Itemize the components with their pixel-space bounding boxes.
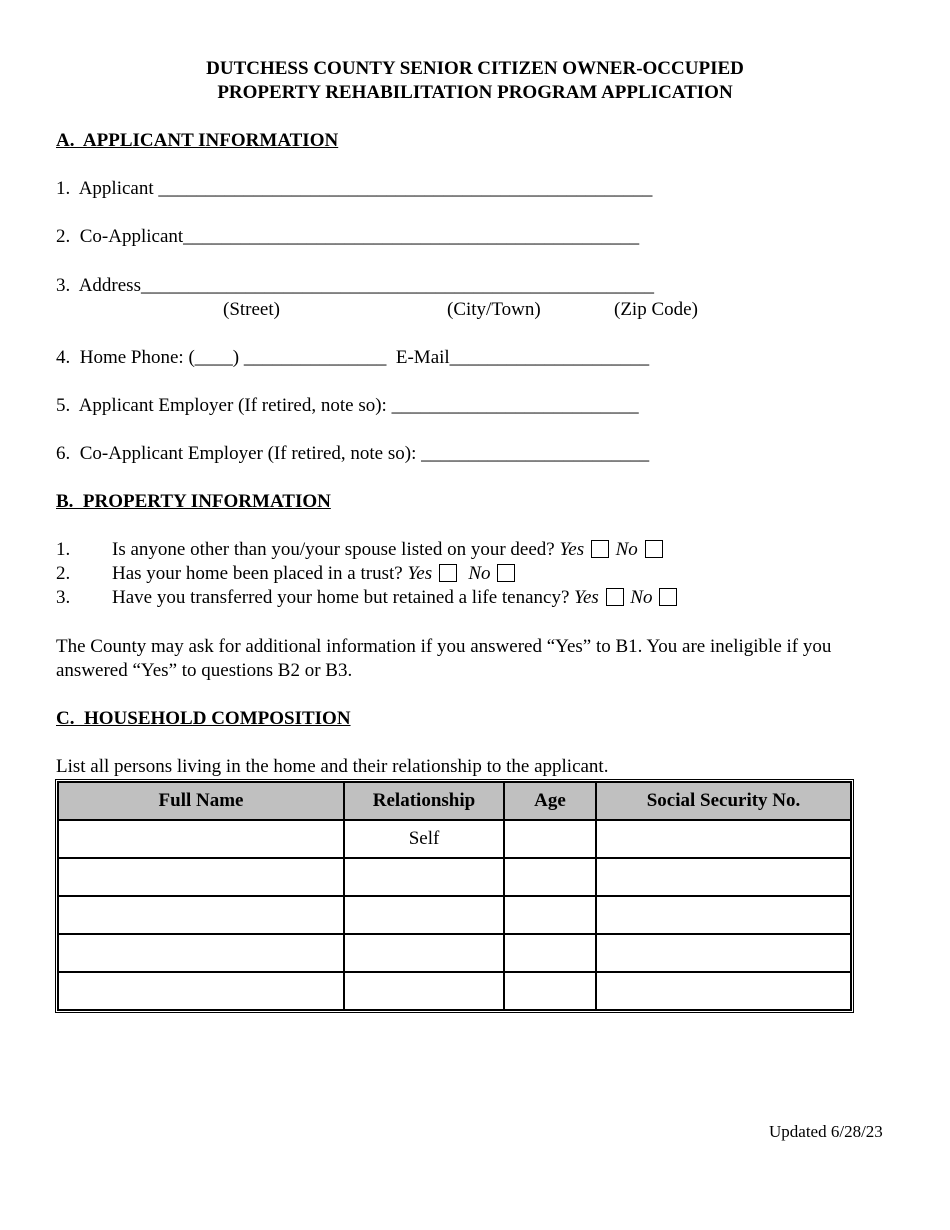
- col-full-name: Full Name: [58, 782, 344, 820]
- phone-email-field[interactable]: 4. Home Phone: (____) _______________ E-Mail_____________________: [56, 347, 650, 368]
- yes-label: Yes: [559, 539, 585, 560]
- full-name-cell[interactable]: [58, 972, 344, 1010]
- table-header-row: [58, 782, 851, 820]
- question-text: Have you transferred your home but retained a life tenancy?: [112, 587, 570, 608]
- question-number: 3.: [56, 587, 71, 608]
- col-age: Age: [504, 782, 596, 820]
- co-applicant-field[interactable]: 2. Co-Applicant________________________________________________: [56, 226, 640, 247]
- ssn-cell[interactable]: [596, 858, 851, 896]
- relationship-cell[interactable]: Self: [344, 820, 504, 858]
- age-cell[interactable]: [504, 858, 596, 896]
- co-applicant-employer-field[interactable]: 6. Co-Applicant Employer (If retired, note so): ________________________: [56, 443, 650, 464]
- question-text: Is anyone other than you/your spouse listed on your deed?: [112, 539, 555, 560]
- no-checkbox[interactable]: [497, 564, 515, 582]
- section-a-heading: A. APPLICANT INFORMATION: [56, 130, 339, 151]
- city-label: (City/Town): [447, 299, 541, 320]
- section-b-heading: B. PROPERTY INFORMATION: [56, 491, 331, 512]
- yes-label: Yes: [407, 563, 433, 584]
- no-label: No: [630, 587, 653, 608]
- col-ssn: Social Security No.: [596, 782, 851, 820]
- form-title-line1: DUTCHESS COUNTY SENIOR CITIZEN OWNER-OCCUPIED: [206, 58, 744, 79]
- ssn-cell[interactable]: [596, 820, 851, 858]
- ssn-cell[interactable]: [596, 896, 851, 934]
- age-cell[interactable]: [504, 972, 596, 1010]
- relationship-cell[interactable]: [344, 858, 504, 896]
- updated-date: Updated 6/28/23: [769, 1122, 883, 1141]
- applicant-employer-field[interactable]: 5. Applicant Employer (If retired, note so): __________________________: [56, 395, 639, 416]
- question-number: 1.: [56, 539, 71, 560]
- table-row: [58, 820, 851, 858]
- table-row: [58, 858, 851, 896]
- relationship-cell[interactable]: [344, 934, 504, 972]
- age-cell[interactable]: [504, 820, 596, 858]
- household-instruction: List all persons living in the home and their relationship to the applicant.: [56, 756, 609, 777]
- age-cell[interactable]: [504, 896, 596, 934]
- question-life-tenancy: [112, 586, 679, 610]
- form-title-line2: PROPERTY REHABILITATION PROGRAM APPLICATION: [217, 82, 733, 103]
- household-table: [55, 779, 854, 1013]
- question-trust: [112, 562, 517, 586]
- no-label: No: [468, 563, 491, 584]
- yes-checkbox[interactable]: [606, 588, 624, 606]
- full-name-cell[interactable]: [58, 820, 344, 858]
- full-name-cell[interactable]: [58, 896, 344, 934]
- applicant-field[interactable]: 1. Applicant ____________________________________________________: [56, 178, 653, 199]
- ssn-cell[interactable]: [596, 972, 851, 1010]
- table-row: [58, 896, 851, 934]
- section-c-heading: C. HOUSEHOLD COMPOSITION: [56, 708, 351, 729]
- zip-label: (Zip Code): [614, 299, 698, 320]
- full-name-cell[interactable]: [58, 934, 344, 972]
- yes-checkbox[interactable]: [591, 540, 609, 558]
- yes-checkbox[interactable]: [439, 564, 457, 582]
- table-row: [58, 972, 851, 1010]
- relationship-cell[interactable]: [344, 972, 504, 1010]
- yes-label: Yes: [574, 587, 599, 608]
- eligibility-note: The County may ask for additional information if you answered “Yes” to B1. You are ineligible if you answered “Yes” to questions B2 or B3.: [56, 636, 832, 681]
- address-field[interactable]: 3. Address______________________________________________________: [56, 275, 654, 296]
- table-row: [58, 934, 851, 972]
- age-cell[interactable]: [504, 934, 596, 972]
- question-text: Has your home been placed in a trust?: [112, 563, 403, 584]
- col-relationship: Relationship: [344, 782, 504, 820]
- relationship-cell[interactable]: [344, 896, 504, 934]
- full-name-cell[interactable]: [58, 858, 344, 896]
- street-label: (Street): [223, 299, 280, 320]
- question-number: 2.: [56, 563, 71, 584]
- no-label: No: [615, 539, 638, 560]
- no-checkbox[interactable]: [659, 588, 677, 606]
- question-deed: [112, 538, 665, 562]
- ssn-cell[interactable]: [596, 934, 851, 972]
- no-checkbox[interactable]: [645, 540, 663, 558]
